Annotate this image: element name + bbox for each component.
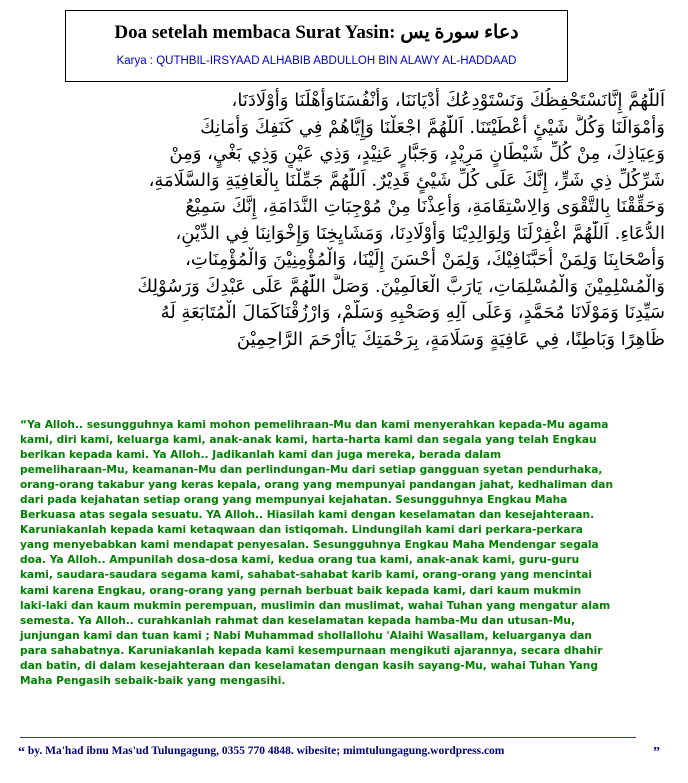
translation-line: semesta. Ya Alloh.. curahkanlah rahmat dan keselamatan kepada hamba-Mu dan utusan-Mu, [20, 614, 575, 627]
translation-line: Karuniakanlah kepada kami ketaqwaan dan istiqomah. Lindungilah kami dari perkara-perkara [20, 524, 583, 537]
arabic-line: شَرِّكُلِّ ذِي شَرٍّ، إِنَّكَ عَلَى كُلِّ شَيْئٍ قَدِيْرٌ. اَللّٰهُمَّ جَمِّلْنَا بِالْعَافِيَةِ وَالسَّلَامَةِ، [148, 169, 665, 191]
translation-line: dan batin, di dalam kesejahteraan dan keselamatan dengan kasih sayang-Mu, wahai Tuhan Yang [20, 659, 598, 672]
arabic-line: وَعِيَاذِكَ، مِنْ كُلِّ شَيْطَانٍ مَرِيْدٍ، وَجَبَّارٍ عَنِيْدٍ، وَذِي عَيْنٍ وَذِي بَغْيٍ، وَمِنْ [169, 143, 665, 164]
indonesian-translation [20, 418, 672, 689]
arabic-line: ظَاهِرًا وَبَاطِنًا، فِي عَافِيَةٍ وَسَلَامَةٍ، بِرَحْمَتِكَ يَاأَرْحَمَ الرَّاحِمِيْنَ [236, 328, 665, 350]
author-line: Karya : QUTHBIL-IRSYAAD ALHABIB ABDULLOH BIN ALAWY AL-HADDAAD [116, 55, 517, 67]
footer-close-quote: ” [653, 745, 660, 760]
footer-divider [20, 737, 636, 738]
translation-line: yang menyebabkan kami mendapat penyesalan. Sesungguhnya Engkau Maha Mendengar segala [20, 539, 599, 552]
footer-open-quote: “ [18, 745, 25, 760]
translation-line: dari pada kejahatan setiap orang yang mempunyai kejahatan. Sesungguhnya Engkau Maha [20, 494, 568, 507]
translation-line: para sahabatnya. Karuniakanlah kepada kami kesempurnaan mengikuti ajarannya, secara dhahir [20, 644, 603, 657]
arabic-line: وَأَصْحَابِنَا وَلِمَنْ أَحَبَّنَافِيْكَ، وَلِمَنْ أَحْسَنَ إِلَيْنَا، وَالْمُؤْمِنِيْنَ وَالْمُؤْمِنَاتِ، [185, 249, 665, 270]
translation-line: kami karena Engkau, orang-orang yang pernah berbuat baik kepada kami, dari kaum mukmin [20, 584, 582, 597]
arabic-line: وَالْمُسْلِمِيْنَ وَالْمُسْلِمَاتِ، يَارَبَّ الْعَالَمِيْنَ. وَصَلَّ اللّٰهُمَّ عَلَى عَبْدِكَ وَرَسُوْلِكَ [137, 275, 665, 297]
page-title: Doa setelah membaca Surat Yasin: دعاء سورة يس [114, 22, 519, 43]
translation-line: doa. Ya Alloh.. Ampunilah dosa-dosa kami, kedua orang tua kami, anak-anak kami, guru-guru [20, 554, 580, 567]
translation-line: orang-orang takabur yang keras kepala, orang yang mempunyai pandangan jahat, kedhaliman dan [20, 479, 613, 492]
arabic-line: الدُّعَاءِ. اَللّٰهُمَّ اغْفِرْلَنَا وَلِوَالِدِيْنَا وَأَوْلَادِنَا، وَمَشَايِخِنَا وَإِخْوَانِنَا فِي الدِّيْنِ، [175, 222, 665, 244]
translation-line: “Ya Alloh.. sesungguhnya kami mohon pemelihraan-Mu dan kami menyerahkan kepada-Mu agama [20, 419, 609, 431]
translation-line: berikan kepada kami. Ya Alloh.. Jadikanlah kami dan juga mereka, berada dalam [20, 449, 502, 462]
translation-line: laki-laki dan kaum mukmin perempuan, muslimin dan muslimat, wahai Tuhan yang mengatur alam [20, 599, 611, 612]
arabic-line: وَحَقِّقْنَا بِالتَّقْوَى وَالِاسْتِقَامَةِ، وَأَعِذْنَا مِنْ مُوْجِبَاتِ النَّدَامَةِ، إِنَّكَ سَمِيْعُ [185, 196, 665, 217]
arabic-line: وَأَمْوَالَنَا وَكُلَّ شَيْئٍ أَعْطَيْتَنَا. اَللّٰهُمَّ اجْعَلْنَا وَإِيَّاهُمْ فِي كَنَفِكَ وَأَمَانِكَ [200, 116, 665, 138]
translation-line: kami, saudara-saudara segama kami, sahabat-sahabat karib kami, orang-orang yang mencintai [20, 569, 592, 582]
translation-line: kami, diri kami, keluarga kami, anak-anak kami, harta-harta kami dan segala yang telah Engkau [20, 434, 597, 447]
translation-line: junjungan kami dan tuan kami ; Nabi Muhammad shollallohu 'Alaihi Wasallam, keluarganya dan [20, 629, 592, 642]
translation-line: Maha Pengasih sebaik-baik yang mengasihi. [20, 674, 286, 687]
title-box [65, 10, 568, 82]
translation-line: Berkuasa atas segala sesuatu. YA Alloh.. Hiasilah kami dengan keselamatan dan kesejahteraan. [20, 509, 595, 522]
arabic-prayer-text [25, 88, 665, 353]
arabic-line: اَللّٰهُمَّ إِنَّانَسْتَحْفِظُكَ وَنَسْتَوْدِعُكَ أَدْيَانَنَا، وَأَنْفُسَنَاوَأَهْلَنَا وَأَوْلَادَنَا، [231, 90, 665, 111]
footer-text: by. Ma'had ibnu Mas'ud Tulungagung, 0355 770 4848. wibesite; mimtulungagung.wordpress.com [25, 745, 505, 757]
translation-line: pemeliharaan-Mu, keamanan-Mu dan perlindungan-Mu dari setiap gangguan syetan pendurhaka, [20, 464, 603, 477]
footer-credit [18, 745, 670, 761]
arabic-line: سَيِّدِنَا وَمَوْلَانَا مُحَمَّدٍ، وَعَلَى آلِهِ وَصَحْبِهِ وَسَلَّمْ، وَارْزُقْنَاكَمَالَ الْمُتَابَعَةِ لَهُ [160, 302, 665, 323]
